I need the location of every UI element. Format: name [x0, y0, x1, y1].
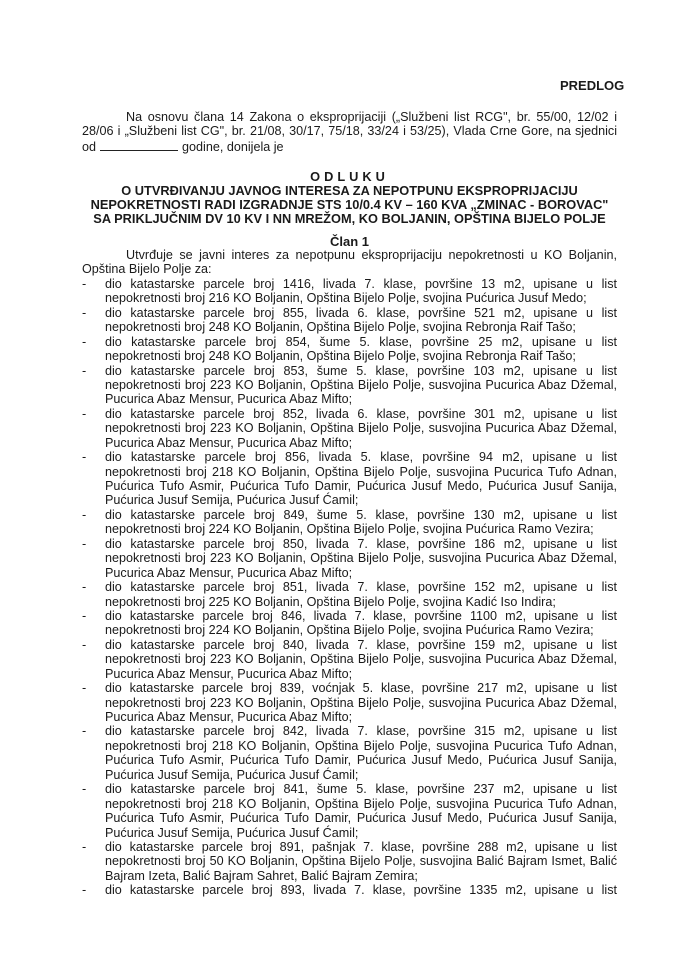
bullet-dash: - [82, 334, 87, 349]
parcel-item-line: dio katastarske parcele broj 853, šume 5. klase, površine 103 m2, upisane u list [105, 363, 617, 378]
bullet-dash: - [82, 580, 87, 595]
parcel-list [82, 277, 617, 898]
article-body [82, 248, 617, 898]
parcel-item-line: Pućurica Jusuf Semija, Pućurica Jusuf Ćamil; [105, 825, 359, 840]
parcel-item-line: dio katastarske parcele broj 851, livada 7. klase, površine 152 m2, upisane u list [105, 580, 617, 595]
bullet-dash: - [82, 637, 87, 652]
bullet-dash: - [82, 883, 87, 898]
parcel-item-line: dio katastarske parcele broj 849, šume 5. klase, površine 130 m2, upisane u list [105, 507, 617, 522]
bullet-dash: - [82, 363, 87, 378]
parcel-item-line: dio katastarske parcele broj 839, voćnjak 5. klase, površine 217 m2, upisane u list [105, 681, 617, 696]
parcel-item [82, 364, 617, 407]
parcel-item-line: nepokretnosti broj 216 KO Boljanin, Opština Bijelo Polje, svojina Pućurica Jusuf Medo; [105, 291, 587, 306]
preamble-line [82, 139, 617, 153]
parcel-item-line: nepokretnosti broj 223 KO Boljanin, Opština Bijelo Polje, susvojina Pucurica Abaz Džemal, [105, 421, 617, 436]
bullet-dash: - [82, 450, 87, 465]
bullet-dash: - [82, 536, 87, 551]
bullet-dash: - [82, 406, 87, 421]
parcel-item-line: nepokretnosti broj 223 KO Boljanin, Opština Bijelo Polje, susvojina Pucurica Abaz Džemal, [105, 377, 617, 392]
parcel-item [82, 724, 617, 782]
parcel-item-line: dio katastarske parcele broj 852, livada 6. klase, površine 301 m2, upisane u list [105, 406, 617, 421]
decision-heading: ODLUKU [310, 169, 389, 184]
parcel-item [82, 782, 617, 840]
parcel-item-line: nepokretnosti broj 248 KO Boljanin, Opština Bijelo Polje, svojina Rebronja Raif Tašo; [105, 349, 576, 364]
parcel-item-line: Pućurica Jusuf Semija, Pućurica Jusuf Ćamil; [105, 767, 359, 782]
bullet-dash: - [82, 608, 87, 623]
parcel-item-line: Pućurica Tufo Asmir, Pućurica Tufo Damir, Pućurica Jusuf Medo, Pućurica Jusuf Sanija, [105, 479, 617, 493]
parcel-item-line: dio katastarske parcele broj 850, livada 7. klase, površine 186 m2, upisane u list [105, 536, 617, 551]
parcel-item-line: Pućurica Tufo Asmir, Pućurica Tufo Damir, Pućurica Jusuf Medo, Pućurica Jusuf Sanija, [105, 753, 617, 768]
parcel-item [82, 681, 617, 724]
parcel-item-line: dio katastarske parcele broj 856, livada 5. klase, površine 94 m2, upisane u list [105, 450, 617, 465]
parcel-item [82, 840, 617, 883]
bullet-dash: - [82, 681, 87, 696]
preamble-line: Na osnovu člana 14 Zakona o eksproprijaciji („Službeni list RCG", br. 55/00, 12/02 i [126, 110, 617, 124]
parcel-item-line: nepokretnosti broj 223 KO Boljanin, Opština Bijelo Polje, susvojina Pucurica Abaz Džemal, [105, 695, 617, 710]
parcel-item [82, 508, 617, 537]
parcel-item-line: dio katastarske parcele broj 842, livada 7. klase, površine 315 m2, upisane u list [105, 724, 617, 739]
parcel-item [82, 277, 617, 306]
bullet-dash: - [82, 507, 87, 522]
title-line: NEPOKRETNOSTI RADI IZGRADNJE STS 10/0.4 KV – 160 KVA „ZMINAC - BOROVAC" [90, 197, 609, 212]
parcel-item-line: Pucurica Abaz Mensur, Pucurica Abaz Mifto; [105, 666, 353, 681]
parcel-item-line: dio katastarske parcele broj 840, livada 7. klase, površine 159 m2, upisane u list [105, 637, 617, 652]
parcel-item-line: nepokretnosti broj 224 KO Boljanin, Opština Bijelo Polje, svojina Pućurica Ramo Vezira; [105, 522, 594, 537]
parcel-item-line: Bajram Izeta, Balić Bajram Sahret, Balić Bajram Zemira; [105, 868, 418, 883]
parcel-item-line: dio katastarske parcele broj 893, livada 7. klase, površine 1335 m2, upisane u list [105, 883, 617, 898]
parcel-item [82, 580, 617, 609]
parcel-item [82, 450, 617, 508]
parcel-item-line: nepokretnosti broj 223 KO Boljanin, Opština Bijelo Polje, susvojina Pucurica Abaz Džemal, [105, 652, 617, 667]
preamble-line: 28/06 i „Službeni list CG", br. 21/08, 30/17, 75/18, 33/24 i 53/25), Vlada Crne Gore, na sjednici [82, 124, 617, 139]
parcel-item-line: dio katastarske parcele broj 846, livada 7. klase, površine 1100 m2, upisane u list [105, 608, 617, 623]
parcel-item-line: nepokretnosti broj 225 KO Boljanin, Opština Bijelo Polje, svojina Kadić Iso Indira; [105, 594, 556, 609]
parcel-item-line: nepokretnosti broj 218 KO Boljanin, Opština Bijelo Polje, susvojina Pucurica Tufo Adnan, [105, 464, 617, 479]
parcel-item-line: Pućurica Tufo Asmir, Pućurica Tufo Damir, Pućurica Jusuf Medo, Pućurica Jusuf Sanija, [105, 811, 617, 826]
date-suffix: godine, donijela je [182, 139, 284, 154]
parcel-item [82, 306, 617, 335]
decision-title [82, 170, 617, 226]
date-prefix: od [82, 139, 97, 154]
parcel-item-line: dio katastarske parcele broj 891, pašnjak 7. klase, površine 288 m2, upisane u list [105, 839, 617, 854]
parcel-item [82, 638, 617, 681]
parcel-item [82, 407, 617, 450]
title-line: SA PRIKLJUČNIM DV 10 KV I NN MREŽOM, KO BOLJANIN, OPŠTINA BIJELO POLJE [93, 211, 606, 226]
bullet-dash: - [82, 305, 87, 320]
parcel-item [82, 883, 617, 897]
bullet-dash: - [82, 724, 87, 739]
parcel-item [82, 537, 617, 580]
parcel-item-line: nepokretnosti broj 50 KO Boljanin, Opština Bijelo Polje, susvojina Balić Bajram Ismet, Balić [105, 854, 617, 869]
parcel-item-line: Pućurica Jusuf Semija, Pućurica Jusuf Ćamil; [105, 493, 359, 508]
parcel-item-line: Pucurica Abaz Mensur, Pucurica Abaz Mifto; [105, 710, 353, 724]
parcel-item-line: nepokretnosti broj 248 KO Boljanin, Opština Bijelo Polje, svojina Rebronja Raif Tašo; [105, 320, 576, 335]
article-heading: Član 1 [329, 234, 369, 249]
proposal-label: PREDLOG [560, 78, 625, 93]
date-blank-line [100, 139, 178, 151]
parcel-item-line: Pucurica Abaz Mensur, Pucurica Abaz Mifto; [105, 435, 353, 450]
title-line: O UTVRĐIVANJU JAVNOG INTERESA ZA NEPOTPUNU EKSPROPRIJACIJU [121, 183, 578, 198]
parcel-item-line: nepokretnosti broj 218 KO Boljanin, Opština Bijelo Polje, susvojina Pucurica Tufo Adnan, [105, 796, 617, 811]
parcel-item-line: nepokretnosti broj 223 KO Boljanin, Opština Bijelo Polje, susvojina Pucurica Abaz Džemal, [105, 551, 617, 566]
article-intro-line: Utvrđuje se javni interes za nepotpunu eksproprijaciju nepokretnosti u KO Boljanin, [126, 248, 617, 262]
parcel-item-line: nepokretnosti broj 218 KO Boljanin, Opština Bijelo Polje, susvojina Pucurica Tufo Adnan, [105, 738, 617, 753]
parcel-item-line: Pucurica Abaz Mensur, Pucurica Abaz Mifto; [105, 565, 353, 580]
parcel-item [82, 609, 617, 638]
parcel-item-line: Pucurica Abaz Mensur, Pucurica Abaz Mifto; [105, 392, 353, 407]
parcel-item-line: dio katastarske parcele broj 841, šume 5. klase, površine 237 m2, upisane u list [105, 782, 617, 797]
parcel-item-line: nepokretnosti broj 224 KO Boljanin, Opština Bijelo Polje, svojina Pućurica Ramo Vezira; [105, 623, 594, 638]
bullet-dash: - [82, 782, 87, 797]
parcel-item-line: dio katastarske parcele broj 854, šume 5. klase, površine 25 m2, upisane u list [105, 334, 617, 349]
parcel-item-line: dio katastarske parcele broj 1416, livada 7. klase, površine 13 m2, upisane u list [105, 276, 617, 291]
parcel-item-line: dio katastarske parcele broj 855, livada 6. klase, površine 521 m2, upisane u list [105, 305, 617, 320]
bullet-dash: - [82, 276, 87, 291]
preamble [82, 110, 617, 153]
parcel-item [82, 335, 617, 364]
bullet-dash: - [82, 839, 87, 854]
article-intro-line: Opština Bijelo Polje za: [82, 262, 212, 277]
